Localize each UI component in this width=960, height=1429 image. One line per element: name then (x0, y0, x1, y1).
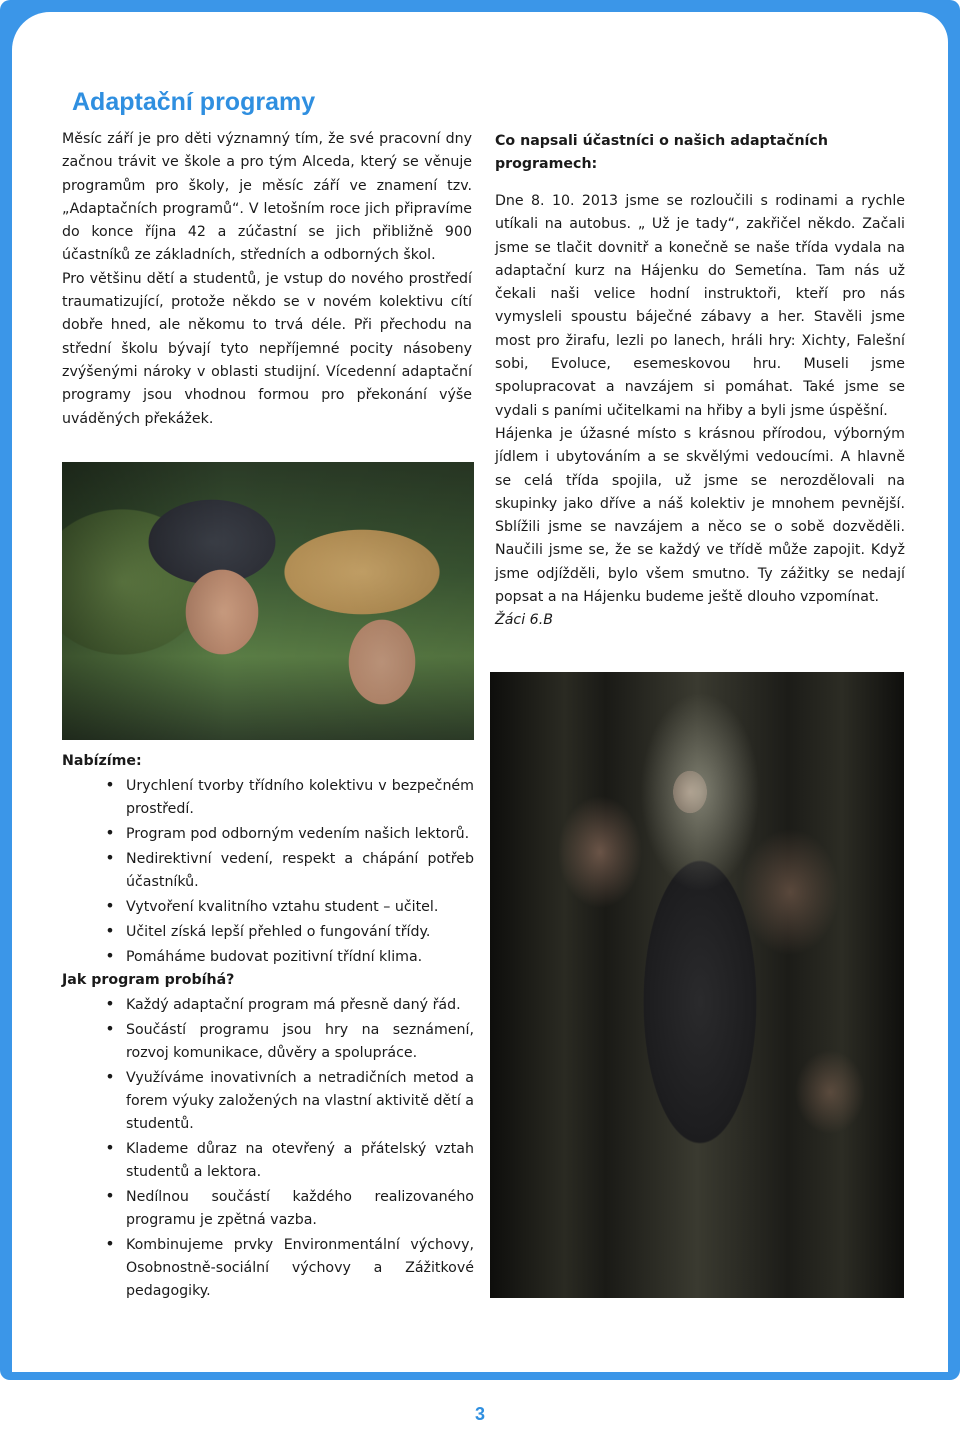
offer-block (62, 750, 474, 1303)
intro-paragraph-1: Měsíc září je pro děti významný tím, že své pracovní dny začnou trávit ve škole a pro tým Alceda, který se věnuje programům pro školy, je měsíc září ve znamení tzv. „Adaptačních programů“. V letošním roce jich připravíme do konce října 42 a zúčastní se jich přibližně 900 účastníků ze základních, středních a odborných škol. (62, 131, 472, 264)
offer-list (62, 773, 474, 969)
list-item: • Součástí programu jsou hry na seznámení, rozvoj komunikace, důvěry a spolupráce. (94, 1017, 474, 1065)
list-item: • Nedirektivní vedení, respekt a chápání potřeb účastníků. (94, 846, 474, 894)
photo-forest-activity (490, 672, 904, 1298)
participants-heading: Co napsali účastníci o našich adaptačních programech: (495, 133, 828, 172)
list-item: • Kombinujeme prvky Environmentální výchovy, Osobnostně-sociální výchovy a Zážitkové pedagogiky. (94, 1232, 474, 1303)
page-number: 3 (474, 1404, 485, 1424)
process-list (62, 992, 474, 1303)
section-title: Adaptační programy (72, 88, 316, 116)
participants-paragraph-2: Hájenka je úžasné místo s krásnou přírodou, výborným jídlem i ubytováním a se skvělými vedoucími. A hlavně se celá třída spojila, už jsme se nerozdělovali na skupinky jako dříve a náš kolektiv je mnohem pevnější. Sblížili jsme se navzájem a něco se o sobě dozvěděli. Naučili jsme se, že se každý ve třídě může zapojit. Když jsme odjížděli, bylo všem smutno. Ty zážitky se nedají popsat a na Hájenku budeme ještě dlouho vzpomínat. (495, 425, 905, 606)
process-heading: Jak program probíhá? (62, 972, 235, 988)
participants-signature: Žáci 6.B (495, 612, 553, 629)
header-title: Aktuality (99, 22, 212, 52)
list-item: • Urychlení tvorby třídního kolektivu v bezpečném prostředí. (94, 773, 474, 821)
intro-paragraph-2: Pro většinu dětí a studentů, je vstup do nového prostředí traumatizující, protože někdo se v novém kolektivu cítí dobře hned, ale někomu to trvá déle. Při přechodu na střední školu bývají tyto nepříjemné pocity násobeny zvýšenými nároky v oblasti studijní. Vícedenní adaptační programy jsou vhodnou formou pro překonání výše uváděných překážek. (62, 270, 472, 427)
list-item: • Vytvoření kvalitního vztahu student – učitel. (94, 894, 474, 919)
offer-heading: Nabízíme: (62, 753, 142, 769)
list-item: • Každý adaptační program má přesně daný řád. (94, 992, 474, 1017)
list-item: • Klademe důraz na otevřený a přátelský vztah studentů a lektora. (94, 1136, 474, 1184)
participants-column (495, 130, 905, 633)
list-item: • Využíváme inovativních a netradičních metod a forem výuky založených na vlastní aktivitě dětí a studentů. (94, 1065, 474, 1136)
list-item: • Pomáháme budovat pozitivní třídní klima. (94, 944, 474, 969)
intro-text (62, 128, 472, 431)
list-item: • Nedílnou součástí každého realizovaného programu je zpětná vazba. (94, 1184, 474, 1232)
list-item: • Učitel získá lepší přehled o fungování třídy. (94, 919, 474, 944)
participants-paragraph-1: Dne 8. 10. 2013 jsme se rozloučili s rodinami a rychle utíkali na autobus. „ Už je tady“, zakřičel někdo. Začali jsme se tlačit dovnitř a konečně se naše třída vydala na adaptační kurz na Hájenku do Semetína. Tam nás už čekali naši velice hodní instruktoři, kteří pro nás vymysleli spoustu báječné zábavy a her. Stavěli jsme most pro žirafu, lezli po lanech, hráli hry: Xichty, Falešní sobi, Evoluce, esemeskovou hru. Museli jsme spolupracovat a navzájem si pomáhat. Také jsme se vydali s paními učitelkami na hřiby a byli jsme úspěšní. (495, 193, 905, 419)
list-item: • Program pod odborným vedením našich lektorů. (94, 821, 474, 846)
photo-children (62, 462, 474, 740)
